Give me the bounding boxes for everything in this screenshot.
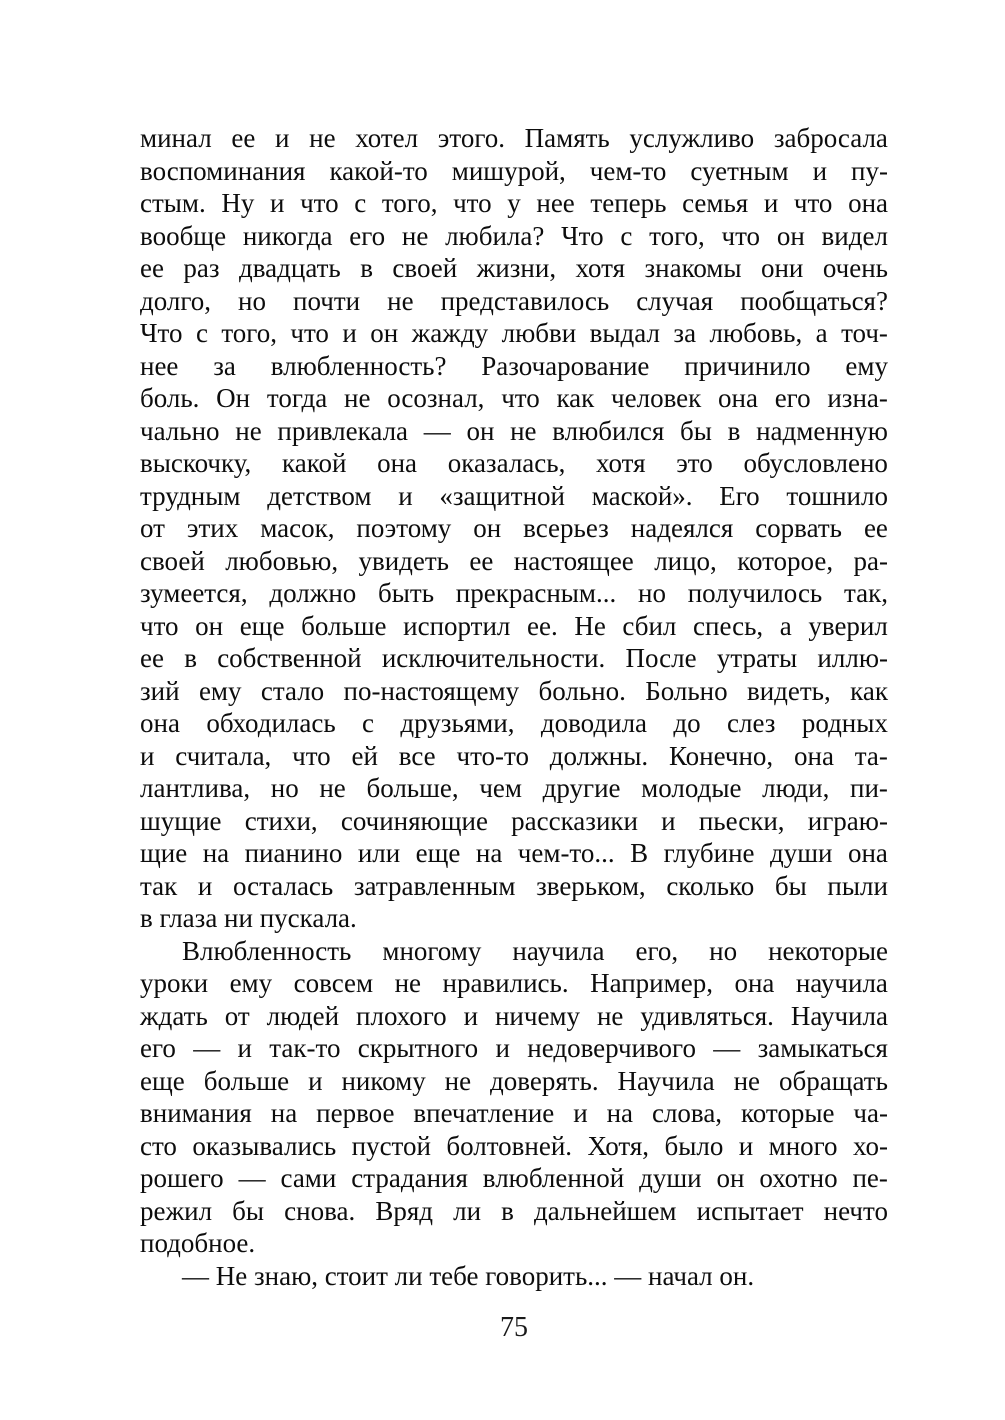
text-line: нее за влюбленность? Разочарование причинило ему (140, 350, 888, 381)
text-line: внимания на первое впечатление и на слова, которые ча- (140, 1098, 888, 1128)
text-line: что он еще больше испортил ее. Не сбил спесь, а уверил (140, 610, 888, 641)
text-line: так и осталась затравленным зверьком, сколько бы пыли (140, 870, 888, 901)
text-line: — Не знаю, стоит ли тебе говорить... — начал он. (182, 1260, 755, 1291)
text-line: зумеется, должно быть прекрасным... но получилось так, (140, 578, 888, 608)
text-line: сто оказывались пустой болтовней. Хотя, было и много хо- (140, 1130, 888, 1161)
text-line: зий ему стало по-настоящему больно. Больно видеть, как (140, 675, 888, 706)
text-line: трудным детством и «защитной маской». Его тошнило (140, 480, 888, 511)
text-line: и считала, что ей все что-то должны. Конечно, она та- (140, 740, 888, 771)
text-line: еще больше и никому не доверять. Научила не обращать (140, 1065, 888, 1096)
text-line: лантлива, но не больше, чем другие молодые люди, пи- (140, 773, 888, 803)
text-line: шущие стихи, сочиняющие рассказики и пьески, играю- (140, 805, 888, 836)
text-line: стым. Ну и что с того, что у нее теперь семья и что она (140, 188, 888, 218)
text-line: вообще никогда его не любила? Что с того, что он видел (140, 220, 888, 251)
text-line: долго, но почти не представилось случая пообщаться? (140, 285, 888, 316)
text-line: Влюбленность многому научила его, но некоторые (182, 935, 888, 966)
text-line: чально не привлекала — он не влюбился бы в надменную (140, 415, 888, 446)
text-line: выскочку, какой она оказалась, хотя это обусловлено (140, 448, 888, 478)
text-line: она обходилась с друзьями, доводила до слез родных (140, 708, 888, 738)
paragraph (140, 935, 888, 1260)
text-line: его — и так-то скрытного и недоверчивого — замыкаться (140, 1033, 888, 1063)
text-line: боль. Он тогда не осознал, что как человек она его изна- (140, 383, 888, 413)
text-line: ее раз двадцать в своей жизни, хотя знакомы они очень (140, 253, 888, 283)
text-line: щие на пианино или еще на чем-то... В глубине души она (140, 838, 888, 868)
text-line: уроки ему совсем не нравились. Например, она научила (140, 968, 888, 998)
text-line: воспоминания какой-то мишурой, чем-то суетным и пу- (140, 155, 888, 186)
text-line: подобное. (140, 1228, 256, 1258)
text-line: от этих масок, поэтому он всерьез надеялся сорвать ее (140, 513, 888, 543)
text-line: Что с того, что и он жажду любви выдал за любовь, а точ- (140, 318, 888, 348)
text-block (140, 122, 888, 1292)
page-number: 75 (500, 1312, 528, 1343)
text-line: режил бы снова. Вряд ли в дальнейшем испытает нечто (140, 1195, 888, 1226)
text-line: ее в собственной исключительности. После утраты иллю- (140, 643, 888, 673)
paragraph (140, 122, 888, 935)
text-line: ждать от людей плохого и ничему не удивляться. Научила (140, 1000, 888, 1031)
text-line: своей любовью, увидеть ее настоящее лицо, которое, ра- (140, 545, 888, 576)
text-line: минал ее и не хотел этого. Память услужливо забросала (140, 123, 888, 153)
text-line: рошего — сами страдания влюбленной души он охотно пе- (140, 1163, 888, 1193)
text-line: в глаза ни пускала. (140, 903, 357, 933)
paragraph (140, 1260, 888, 1293)
